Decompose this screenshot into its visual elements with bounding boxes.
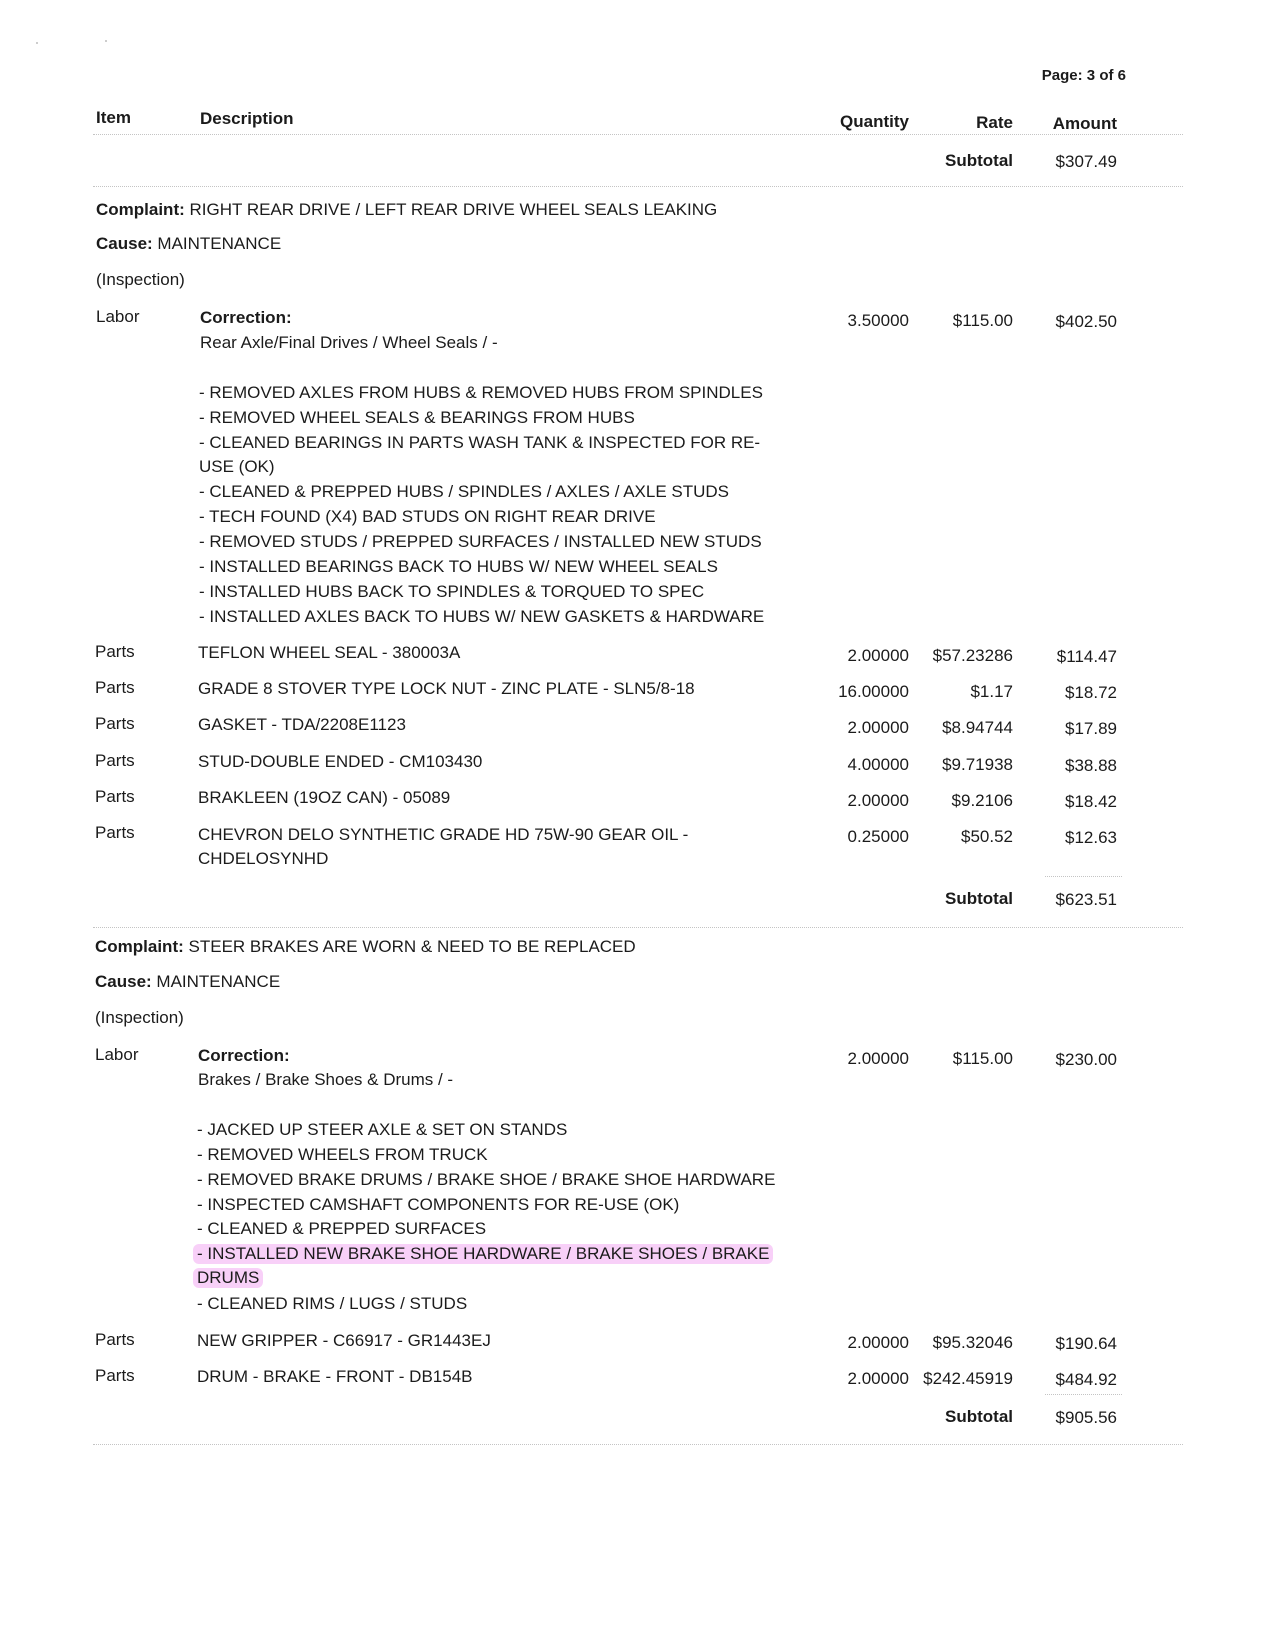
subtotal-label: Subtotal: [945, 889, 1013, 908]
header-amount: Amount: [1052, 114, 1117, 133]
complaint-text: STEER BRAKES ARE WORN & NEED TO BE REPLACED: [188, 937, 636, 956]
parts-item: Parts: [95, 1330, 135, 1349]
correction-summary: Brakes / Brake Shoes & Drums / -: [198, 1070, 454, 1089]
correction-step: - CLEANED & PREPPED HUBS / SPINDLES / AXLES / AXLE STUDS: [199, 482, 730, 501]
header-description: Description: [200, 109, 294, 128]
cause-text: MAINTENANCE: [157, 234, 282, 253]
section-divider: [93, 186, 1183, 187]
labor-rate: $115.00: [952, 1049, 1013, 1068]
correction-step: - INSPECTED CAMSHAFT COMPONENTS FOR RE-USE (OK): [197, 1195, 680, 1214]
subtotal-label: Subtotal: [945, 151, 1013, 170]
parts-quantity: 16.00000: [838, 682, 909, 701]
section-subtotal: $905.56: [1055, 1408, 1117, 1427]
scan-speck: [105, 40, 107, 42]
section-subtotal: $623.51: [1055, 890, 1117, 909]
parts-item: Parts: [95, 714, 135, 733]
complaint-label: Complaint:: [95, 937, 184, 956]
scan-speck: [36, 42, 38, 44]
labor-rate: $115.00: [952, 311, 1013, 330]
inspection-label: (Inspection): [96, 270, 185, 289]
parts-description: BRAKLEEN (19OZ CAN) - 05089: [198, 788, 451, 807]
parts-quantity: 0.25000: [847, 827, 909, 846]
header-item: Item: [96, 108, 131, 127]
correction-step: - REMOVED AXLES FROM HUBS & REMOVED HUBS FROM SPINDLES: [199, 383, 763, 402]
correction-step: - REMOVED WHEELS FROM TRUCK: [197, 1145, 488, 1164]
parts-amount: $17.89: [1065, 719, 1117, 738]
parts-quantity: 2.00000: [847, 1333, 909, 1352]
correction-summary: Rear Axle/Final Drives / Wheel Seals / -: [200, 333, 498, 352]
header-rate: Rate: [976, 113, 1013, 132]
parts-item: Parts: [95, 642, 135, 661]
labor-item: Labor: [96, 307, 140, 326]
parts-rate: $9.71938: [942, 755, 1013, 774]
parts-item: Parts: [95, 1366, 135, 1385]
labor-quantity: 2.00000: [847, 1049, 909, 1068]
correction-step-highlighted: - INSTALLED NEW BRAKE SHOE HARDWARE / BRAKE SHOES / BRAKE: [193, 1244, 773, 1264]
parts-description: TEFLON WHEEL SEAL - 380003A: [198, 643, 461, 662]
correction-step: - INSTALLED HUBS BACK TO SPINDLES & TORQUED TO SPEC: [199, 582, 705, 601]
labor-quantity: 3.50000: [847, 311, 909, 330]
correction-step: - REMOVED STUDS / PREPPED SURFACES / INSTALLED NEW STUDS: [199, 532, 762, 551]
parts-amount: $18.42: [1065, 792, 1117, 811]
labor-amount: $402.50: [1055, 312, 1117, 331]
section-divider: [93, 1444, 1183, 1445]
parts-amount: $18.72: [1065, 683, 1117, 702]
parts-quantity: 2.00000: [847, 718, 909, 737]
correction-step-highlighted: DRUMS: [193, 1268, 263, 1288]
amount-divider: [1045, 1394, 1122, 1395]
subtotal-label: Subtotal: [945, 1407, 1013, 1426]
correction-step: - INSTALLED AXLES BACK TO HUBS W/ NEW GASKETS & HARDWARE: [199, 607, 765, 626]
parts-description: STUD-DOUBLE ENDED - CM103430: [198, 752, 483, 771]
complaint-label: Complaint:: [96, 200, 185, 219]
correction-step: USE (OK): [199, 457, 275, 476]
parts-item: Parts: [95, 751, 135, 770]
correction-step: - CLEANED BEARINGS IN PARTS WASH TANK & INSPECTED FOR RE-: [199, 433, 761, 452]
cause-label: Cause:: [95, 972, 152, 991]
labor-amount: $230.00: [1055, 1050, 1117, 1069]
parts-rate: $95.32046: [932, 1333, 1013, 1352]
correction-step: - TECH FOUND (X4) BAD STUDS ON RIGHT REAR DRIVE: [199, 507, 656, 526]
complaint-text: RIGHT REAR DRIVE / LEFT REAR DRIVE WHEEL SEALS LEAKING: [189, 200, 718, 219]
parts-description-continued: CHDELOSYNHD: [198, 849, 329, 868]
parts-rate: $1.17: [970, 682, 1013, 701]
parts-description: NEW GRIPPER - C66917 - GR1443EJ: [197, 1331, 491, 1350]
correction-step: - JACKED UP STEER AXLE & SET ON STANDS: [197, 1120, 568, 1139]
parts-item: Parts: [95, 823, 135, 842]
parts-description: DRUM - BRAKE - FRONT - DB154B: [197, 1367, 473, 1386]
parts-rate: $9.2106: [951, 791, 1013, 810]
correction-label: Correction:: [198, 1046, 290, 1065]
cause-line: [96, 234, 281, 254]
page-number: Page: 3 of 6: [1041, 67, 1126, 84]
cause-text: MAINTENANCE: [156, 972, 281, 991]
parts-quantity: 2.00000: [847, 1369, 909, 1388]
amount-divider: [1045, 876, 1122, 877]
parts-rate: $242.45919: [923, 1369, 1013, 1388]
parts-amount: $114.47: [1056, 647, 1117, 666]
parts-item: Parts: [95, 787, 135, 806]
cause-label: Cause:: [96, 234, 153, 253]
complaint-line: [95, 937, 636, 957]
correction-step: - CLEANED RIMS / LUGS / STUDS: [197, 1294, 468, 1313]
parts-description: GRADE 8 STOVER TYPE LOCK NUT - ZINC PLATE - SLN5/8-18: [198, 679, 695, 698]
parts-amount: $38.88: [1065, 756, 1117, 775]
parts-item: Parts: [95, 678, 135, 697]
cause-line: [95, 972, 280, 992]
complaint-line: [96, 200, 717, 220]
parts-rate: $50.52: [961, 827, 1013, 846]
inspection-label: (Inspection): [95, 1008, 184, 1027]
parts-rate: $57.23286: [932, 646, 1013, 665]
parts-rate: $8.94744: [942, 718, 1013, 737]
parts-amount: $190.64: [1055, 1334, 1117, 1353]
parts-amount: $484.92: [1055, 1370, 1117, 1389]
correction-step: - REMOVED WHEEL SEALS & BEARINGS FROM HUBS: [199, 408, 635, 427]
parts-quantity: 2.00000: [847, 791, 909, 810]
correction-step: - CLEANED & PREPPED SURFACES: [197, 1219, 487, 1238]
parts-quantity: 4.00000: [847, 755, 909, 774]
correction-step: - INSTALLED BEARINGS BACK TO HUBS W/ NEW WHEEL SEALS: [199, 557, 718, 576]
header-divider: [93, 134, 1183, 135]
labor-item: Labor: [95, 1045, 139, 1064]
carry-subtotal: $307.49: [1055, 152, 1117, 171]
parts-description: GASKET - TDA/2208E1123: [198, 715, 406, 734]
parts-amount: $12.63: [1065, 828, 1117, 847]
section-divider: [93, 927, 1183, 928]
parts-quantity: 2.00000: [847, 646, 909, 665]
parts-description: CHEVRON DELO SYNTHETIC GRADE HD 75W-90 GEAR OIL -: [198, 825, 689, 844]
correction-label: Correction:: [200, 308, 292, 327]
header-quantity: Quantity: [840, 112, 909, 131]
correction-step: - REMOVED BRAKE DRUMS / BRAKE SHOE / BRAKE SHOE HARDWARE: [197, 1170, 776, 1189]
